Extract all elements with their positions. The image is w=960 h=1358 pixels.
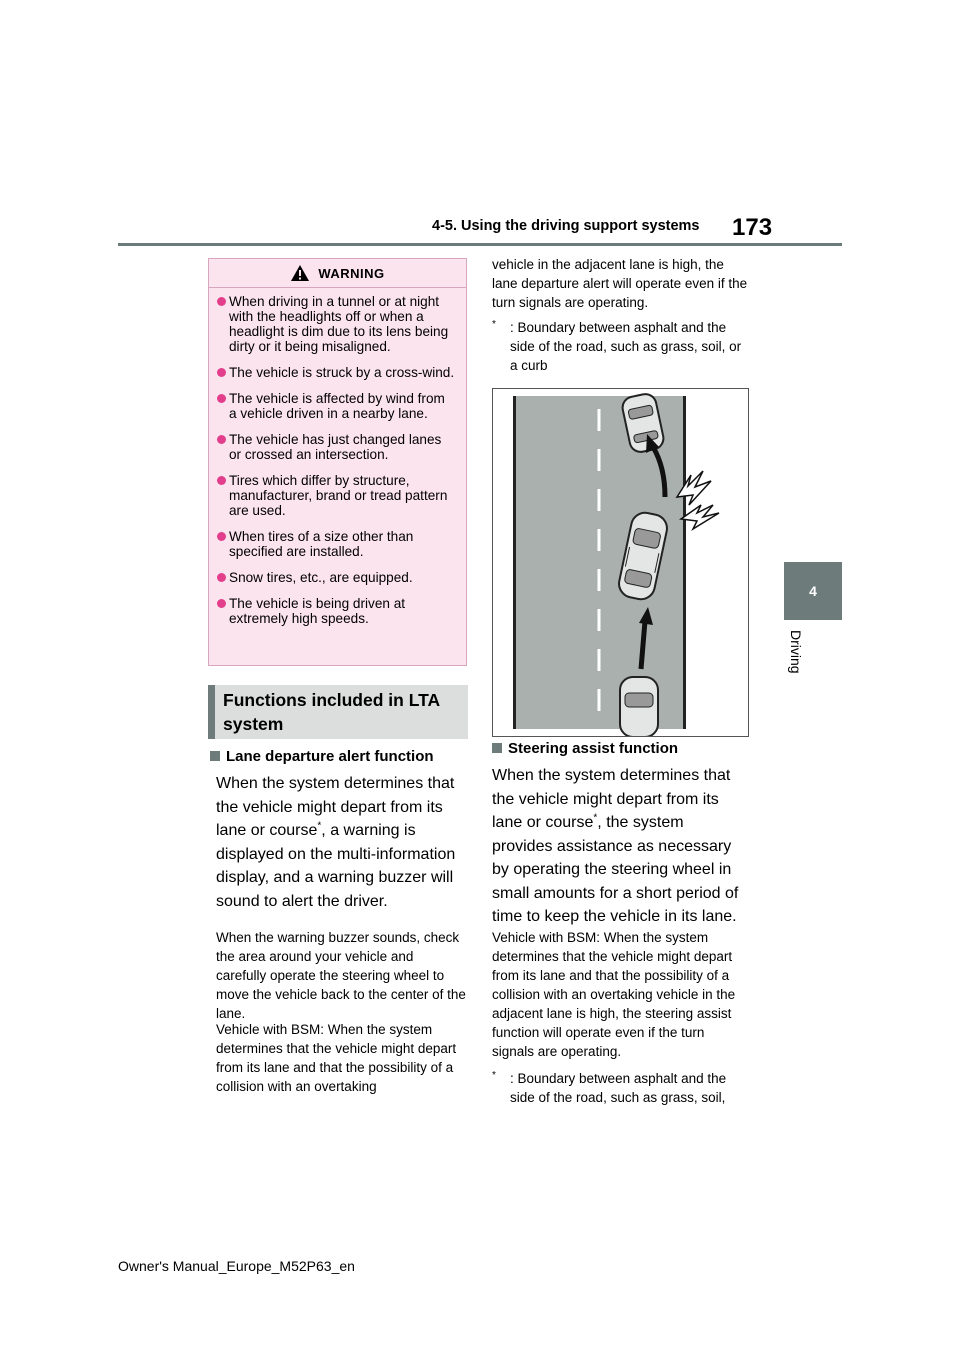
warning-item: The vehicle is struck by a cross-wind. [217, 365, 456, 380]
car-icon [620, 677, 658, 736]
warning-title: WARNING [318, 265, 385, 281]
lane-departure-footnote [492, 318, 750, 375]
footnote-text: : Boundary between asphalt and the side of the road, such as grass, soil, [510, 1071, 727, 1105]
section-heading [208, 685, 468, 739]
warning-box [208, 258, 467, 666]
warning-triangle-icon [290, 264, 310, 282]
lane-departure-heading-text: Lane departure alert function [226, 748, 434, 765]
square-bullet-icon [492, 743, 502, 753]
lane-departure-para2: Vehicle with BSM: When the system determines that the vehicle might depart from its lane and that the possibility of a collision with an overtaking [216, 1022, 457, 1094]
steering-assist-para1: Vehicle with BSM: When the system determines that the vehicle might depart from its lane and that the possibility of a collision with an overtaking vehicle in the adjacent lane is high, the steering assist function will operate even if the turn signals are operating. [492, 930, 736, 1059]
chapter-number: 4 [809, 583, 817, 599]
warning-item: The vehicle is affected by wind from a vehicle driven in a nearby lane. [217, 391, 456, 421]
lane-departure-lead: When the system determines that the vehicle might depart from its lane or course*, a warning is displayed on the multi-information display, and a warning buzzer will sound to alert the driver. [216, 775, 456, 910]
header-section-title: 4-5. Using the driving support systems [432, 218, 700, 234]
header-rule [118, 243, 842, 246]
section-title-line1: Functions included in LTA [223, 690, 441, 710]
lane-departure-figure [492, 388, 749, 737]
footnote-mark: * [492, 1070, 496, 1081]
warning-item: When tires of a size other than specified are installed. [217, 529, 456, 559]
lane-departure-heading [210, 748, 434, 765]
chapter-tab[interactable] [784, 562, 842, 620]
warning-list [209, 288, 466, 626]
steering-assist-heading [492, 740, 678, 757]
steering-assist-lead: When the system determines that the vehicle might depart from its lane or course*, the system provides assistance as necessary by operating the steering wheel in small amounts for a short period of time to keep the vehicle in its lane. [492, 767, 739, 925]
warning-item: The vehicle is being driven at extremely high speeds. [217, 596, 456, 626]
page-number: 173 [732, 214, 773, 241]
footnote-mark: * [492, 319, 496, 330]
steering-assist-heading-text: Steering assist function [508, 740, 679, 757]
section-title-line2: system [223, 714, 284, 734]
warning-item: The vehicle has just changed lanes or crossed an intersection. [217, 432, 456, 462]
footnote-text: : Boundary between asphalt and the side of the road, such as grass, soil, or a curb [510, 320, 742, 373]
lane-departure-para1: When the warning buzzer sounds, check the area around your vehicle and carefully operate the steering wheel to move the vehicle back to the center of the lane. [216, 930, 466, 1021]
footer-text: Owner's Manual_Europe_M52P63_en [118, 1258, 355, 1274]
warning-header [209, 259, 466, 288]
steering-assist-footnote [492, 1069, 748, 1107]
warning-zigzag-icon [681, 505, 719, 529]
lane-departure-para2-cont: vehicle in the adjacent lane is high, the lane departure alert will operate even if the turn signals are operating. [492, 257, 748, 310]
warning-item: Snow tires, etc., are equipped. [217, 570, 456, 585]
square-bullet-icon [210, 751, 220, 761]
chapter-label: Driving [788, 630, 804, 674]
road-right-edge [683, 396, 686, 729]
warning-item: Tires which differ by structure, manufacturer, brand or tread pattern are used. [217, 473, 456, 518]
warning-item: When driving in a tunnel or at night with the headlights off or when a headlight is dim due to its lens being dirty or it being misaligned. [217, 294, 456, 354]
road-left-edge [513, 396, 516, 729]
